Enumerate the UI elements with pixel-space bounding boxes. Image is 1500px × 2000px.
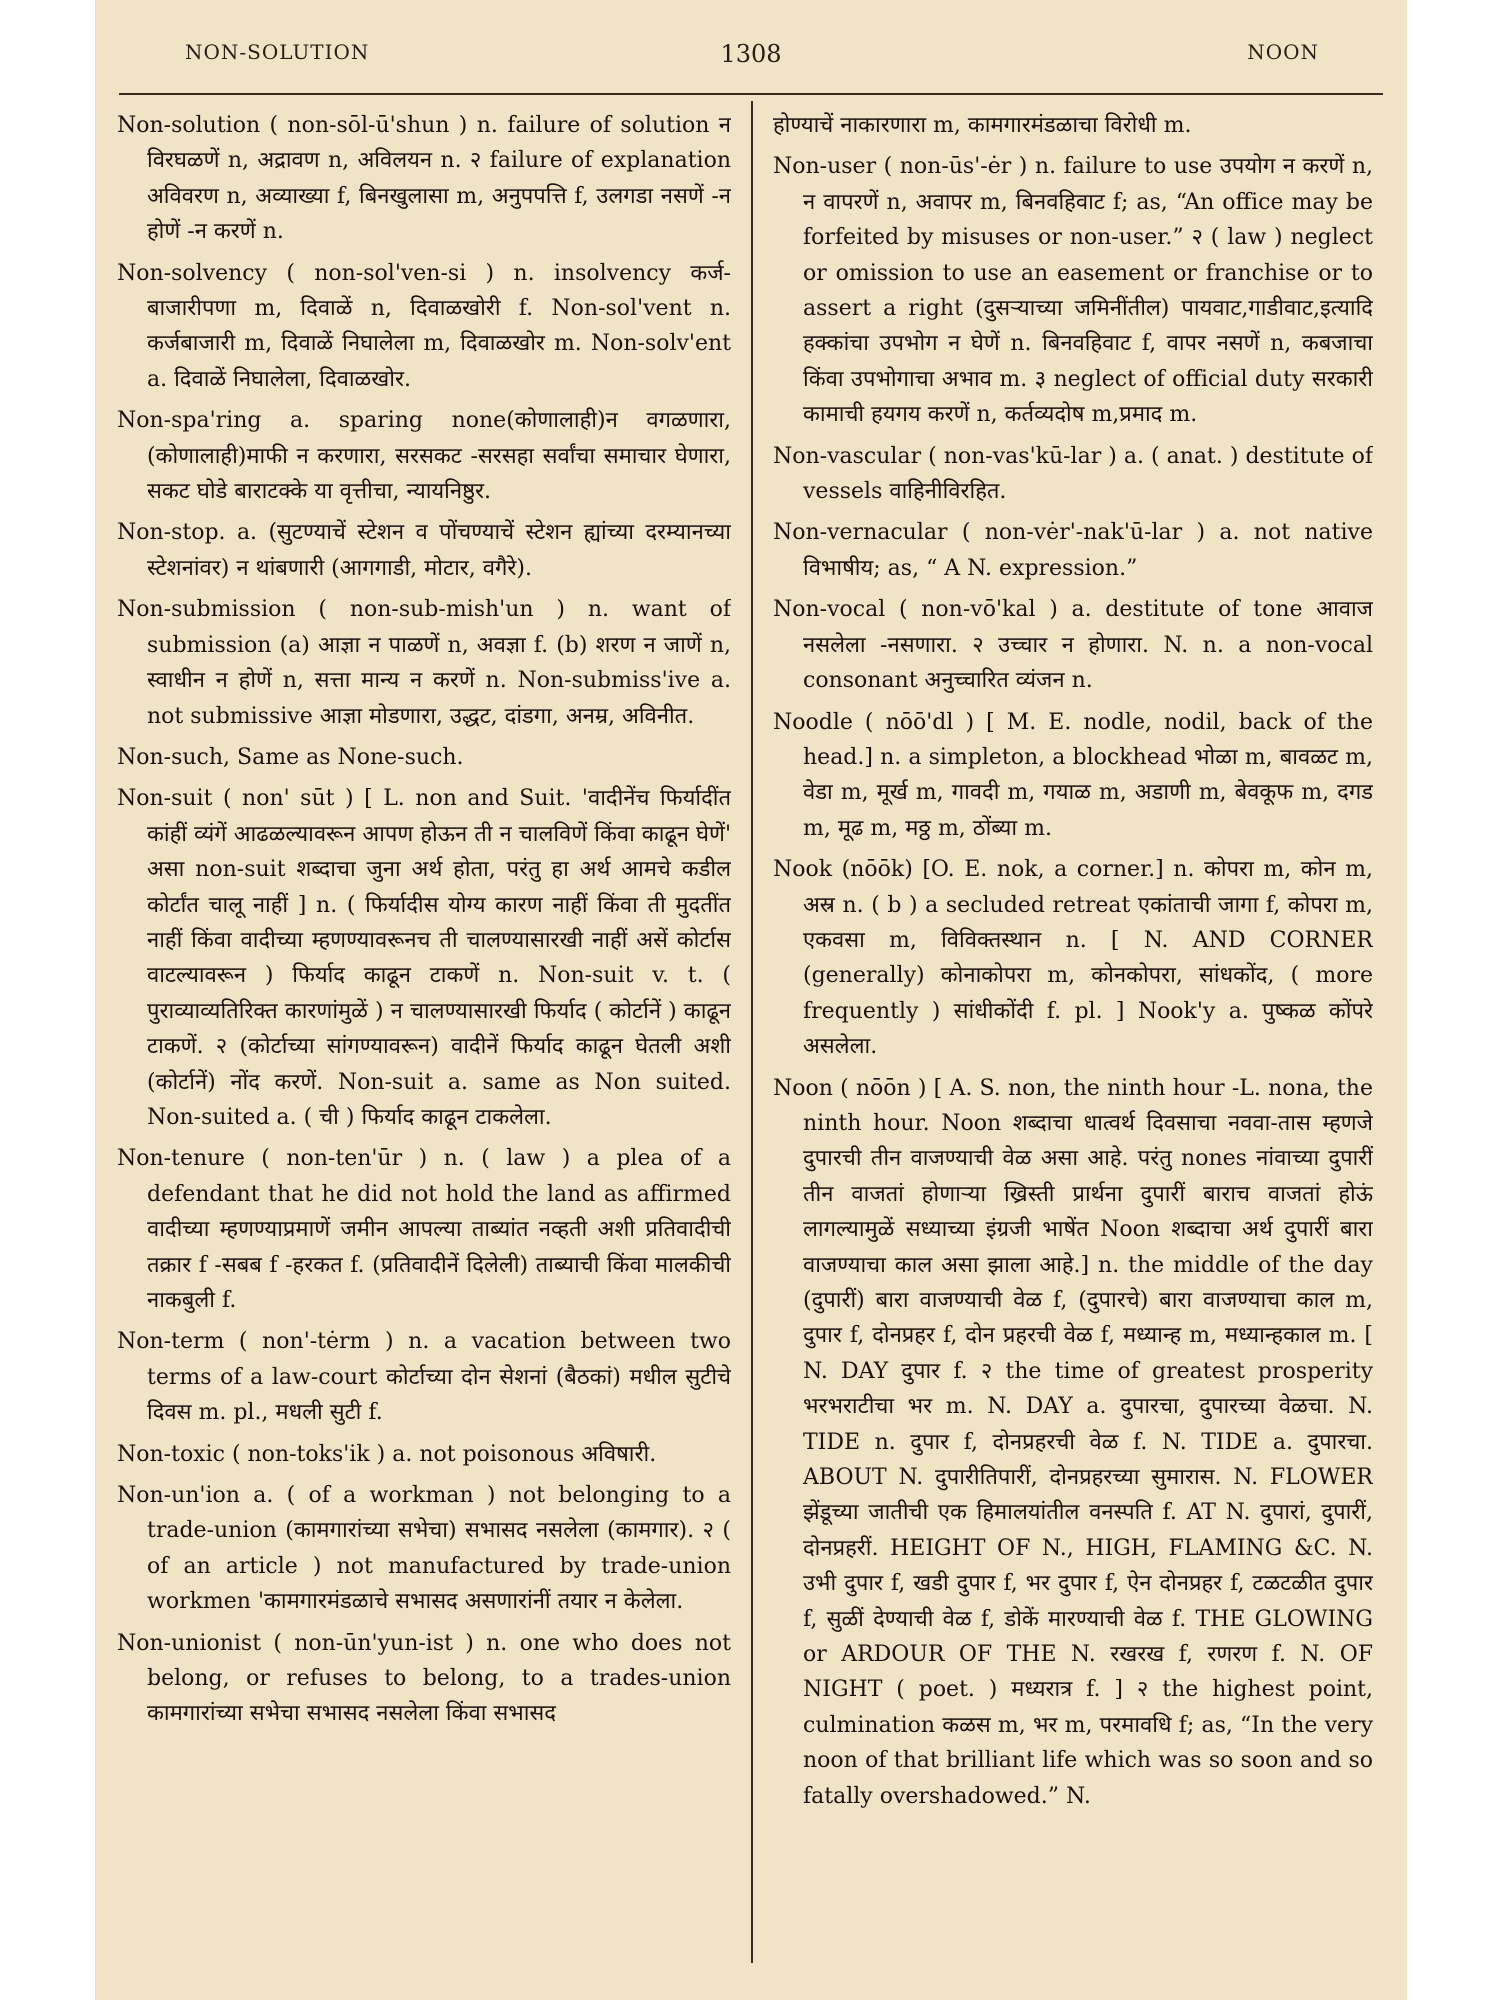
dictionary-entry: Non-solution ( non-sōl-ū'shun ) n. failure of solution न विरघळणें n, अद्रावण n, अविलयन n. २ failure of explanation अविवरण n, अव्याख्या f, बिनखुलासा m, अनुपपत्ति f, उलगडा नसणें -न होणें -न करणें n. [117, 113, 731, 245]
dictionary-entry: Non-submission ( non-sub-mish'un ) n. want of submission (a) आज्ञा न पाळणें n, अवज्ञा f. (b) शरण न जाणें n, स्वाधीन न होणें n, सत्ता मान्य न करणें n. Non-submiss'ive a. not submissive आज्ञा मोडणारा, उद्धट, दांडगा, अनम्र, अविनीत. [117, 597, 731, 729]
left-column [117, 108, 731, 1968]
dictionary-entry: Non-vocal ( non-vō'kal ) a. destitute of tone आवाज नसलेला -नसणारा. २ उच्चार न होणारा. N. n. a non-vocal consonant अनुच्चारित व्यंजन n. [773, 597, 1373, 694]
dictionary-entry: Non-toxic ( non-toks'ik ) a. not poisonous अविषारी. [117, 1441, 657, 1467]
dictionary-entry: Non-spa'ring a. sparing none(कोणालाही)न वगळणारा, (कोणालाही)माफी न करणारा, सरसकट -सरसहा सर्वांचा समाचार घेणारा, सकट घोडे बाराटक्के या वृत्तीचा, न्यायनिष्ठुर. [117, 408, 731, 505]
dictionary-entry: Non-unionist ( non-ūn'yun-ist ) n. one who does not belong, or refuses to belong, to a trades-union कामगारांच्या सभेचा सभासद नसलेला किंवा सभासद [117, 1630, 731, 1727]
dictionary-page [95, 0, 1407, 2000]
dictionary-entry: Non-vernacular ( non-vėr'-nak'ū-lar ) a. not native विभाषीय; as, “ A N. expression.” [773, 520, 1373, 581]
dictionary-entry: Non-term ( non'-tėrm ) n. a vacation between two terms of a law-court कोर्टाच्या दोन सेशनां (बैठकां) मधील सुटीचे दिवस m. pl., मधली सुटी f. [117, 1329, 731, 1426]
running-head-left: NON-SOLUTION [185, 40, 370, 64]
dictionary-entry: Noon ( nōōn ) [ A. S. non, the ninth hour -L. nona, the ninth hour. Noon शब्दाचा धात्वर्थ दिवसाचा नववा-तास म्हणजे दुपारची तीन वाजण्याची वेळ असा आहे. परंतु nones नांवाच्या दुपारीं तीन वाजतां होणाऱ्या ख्रिस्ती प्रार्थना दुपारीं बाराच वाजतां होऊं लागल्यामुळें सध्याच्या इंग्रजी भाषेंत Noon शब्दाचा अर्थ दुपारीं बारा वाजण्याचा काल असा झाला आहे.] n. the middle of the day (दुपारीं) बारा वाजण्याची वेळ f, (दुपारचे) बारा वाजण्याचा काल m, दुपार f, दोनप्रहर f, दोन प्रहरची वेळ f, मध्यान्ह m, मध्यान्हकाल m. [ N. DAY दुपार f. २ the time of greatest prosperity भरभराटीचा भर m. N. DAY a. दुपारचा, दुपारच्या वेळचा. N. TIDE n. दुपार f, दोनप्रहरची वेळ f. N. TIDE a. दुपारचा. ABOUT N. दुपारीतिपारीं, दोनप्रहरच्या सुमारास. N. FLOWER झेंडूच्या जातीची एक हिमालयांतील वनस्पति f. AT N. दुपारां, दुपारीं, दोनप्रहरीं. HEIGHT OF N., HIGH, FLAMING &C. N. उभी दुपार f, खडी दुपार f, भर दुपार f, ऐन दोनप्रहर f, टळटळीत दुपार f, सुळीं देण्याची वेळ f, डोकें मारण्याची वेळ f. THE GLOWING or ARDOUR OF THE N. रखरख f, रणरण f. N. OF NIGHT ( poet. ) मध्यरात्र f. ] २ the highest point, culmination कळस m, भर m, परमावधि f; as, “In the very noon of that brilliant life which was so soon and so fatally overshadowed.” N. [773, 1075, 1373, 1809]
dictionary-entry: Non-solvency ( non-sol'ven-si ) n. insolvency कर्ज-बाजारीपणा m, दिवाळें n, दिवाळखोरी f. Non-sol'vent n. कर्जबाजारी m, दिवाळें निघालेला m, दिवाळखोर m. Non-solv'ent a. दिवाळें निघालेला, दिवाळखोर. [117, 260, 731, 392]
column-divider [751, 101, 753, 1963]
dictionary-entry: Non-tenure ( non-ten'ūr ) n. ( law ) a plea of a defendant that he did not hold the land as affirmed वादीच्या म्हणण्याप्रमाणें जमीन आपल्या ताब्यांत नव्हती अशी प्रतिवादीची तक्रार f -सबब f -हरकत f. (प्रतिवादीनें दिलेली) ताब्याची किंवा मालकीची नाकबुली f. [117, 1146, 731, 1313]
dictionary-entry: Non-suit ( non' sūt ) [ L. non and Suit. 'वादीनेंच फिर्यादींत कांहीं व्यंगें आढळल्यावरून आपण होऊन ती न चालविणें किंवा काढून घेणें' असा non-suit शब्दाचा जुना अर्थ होता, परंतु हा अर्थ आमचे कडील कोर्टांत चालू नाहीं ] n. ( फिर्यादीस योग्य कारण नाहीं किंवा ती मुदतींत नाहीं किंवा वादीच्या म्हणण्यावरूनच ती चालण्यासारखी नाहीं असें कोर्टास वाटल्यावरून ) फिर्याद काढून टाकणें n. Non-suit v. t. ( पुराव्याव्यतिरिक्त कारणांमुळें ) न चालण्यासारखी फिर्याद ( कोर्टानें ) काढून टाकणें. २ (कोर्टाच्या सांगण्यावरून) वादीनें फिर्याद काढून घेतली अशी (कोर्टानें) नोंद करणें. Non-suit a. same as Non suited. Non-suited a. ( ची ) फिर्याद काढून टाकलेला. [117, 786, 731, 1130]
right-column [773, 108, 1373, 1968]
dictionary-entry: होण्याचें नाकारणारा m, कामगारमंडळाचा विरोधी m. [773, 113, 1192, 138]
dictionary-entry: Nook (nōōk) [O. E. nok, a corner.] n. कोपरा m, कोन m, अस्र n. ( b ) a secluded retreat एकांताची जागा f, कोपरा m, एकवसा m, विविक्तस्थान n. [ N. AND CORNER (generally) कोनाकोपरा m, कोनकोपरा, सांधकोंद, ( more frequently ) सांधीकोंदी f. pl. ] Nook'y a. पुष्कळ कोंपरे असलेला. [773, 857, 1373, 1060]
dictionary-entry: Non-user ( non-ūs'-ėr ) n. failure to use उपयोग न करणें n, न वापरणें n, अवापर m, बिनवहिवाट f; as, “An office may be forfeited by misuses or non-user.” २ ( law ) neglect or omission to use an easement or franchise or to assert a right (दुसऱ्याच्या जमिनींतील) पायवाट,गाडीवाट,इत्यादि हक्कांचा उपभोग न घेणें n. बिनवहिवाट f, वापर नसणें n, कबजाचा किंवा उपभोगाचा अभाव m. ३ neglect of official duty सरकारी कामाची हयगय करणें n, कर्तव्यदोष m,प्रमाद m. [773, 154, 1373, 428]
page-number: 1308 [720, 40, 782, 68]
dictionary-entry: Non-vascular ( non-vas'kū-lar ) a. ( anat. ) destitute of vessels वाहिनीविरहित. [773, 443, 1373, 505]
dictionary-entry: Noodle ( nōō'dl ) [ M. E. nodle, nodil, back of the head.] n. a simpleton, a blockhead भोळा m, बावळट m, वेडा m, मूर्ख m, गावदी m, गयाळ m, अडाणी m, बेवकूफ m, दगड m, मूढ m, मठ्ठ m, ठोंब्या m. [773, 709, 1373, 841]
header-rule [119, 93, 1383, 95]
dictionary-entry: Non-un'ion a. ( of a workman ) not belonging to a trade-union (कामगारांच्या सभेचा) सभासद नसलेला (कामगार). २ ( of an article ) not manufactured by trade-union workmen 'कामगारमंडळाचे सभासद असणारांनीं तयार न केलेला. [117, 1483, 731, 1615]
running-head-right: NOON [1247, 40, 1319, 64]
dictionary-entry: Non-stop. a. (सुटण्याचें स्टेशन व पोंचण्याचें स्टेशन ह्यांच्या दरम्यानच्या स्टेशनांवर) न थांबणारी (आगगाडी, मोटार, वगैरे). [117, 520, 731, 581]
dictionary-entry: Non-such, Same as None-such. [117, 744, 464, 770]
